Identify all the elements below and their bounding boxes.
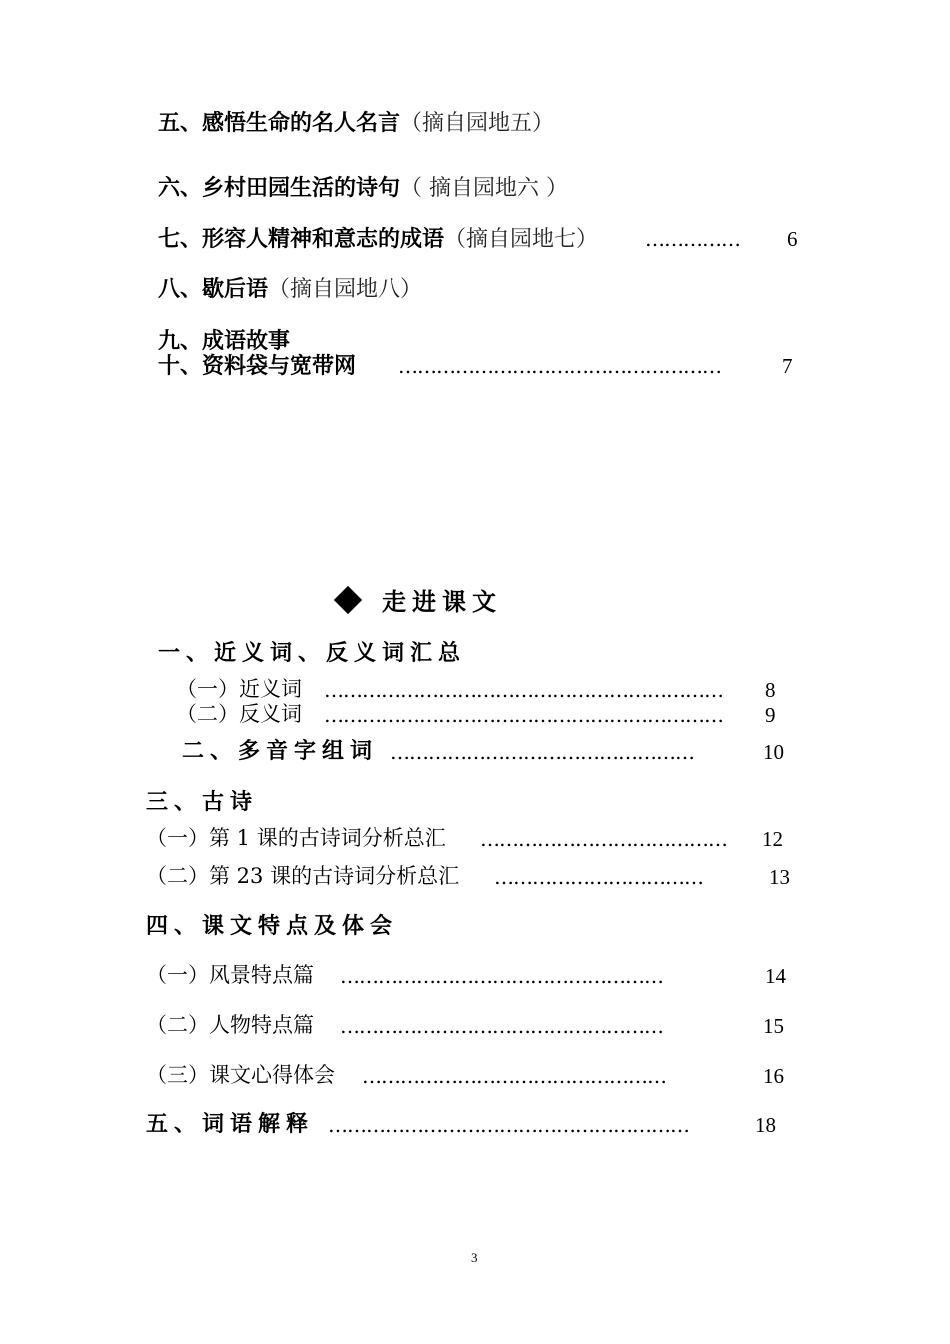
toc-item-7-leader: …………… [645, 229, 740, 249]
part-5-page: 18 [755, 1113, 776, 1137]
part-1-sub-1-page: 8 [765, 678, 776, 702]
part-4-sub-2-label: （二）人物特点篇 [146, 1013, 314, 1037]
toc-item-5-note: （摘自园地五） [400, 111, 555, 136]
toc-item-6-title: 六、乡村田园生活的诗句 [158, 175, 401, 201]
part-4-sub-2-page: 15 [763, 1014, 784, 1038]
diamond-icon [334, 586, 362, 614]
part-3-title: 三、古诗 [146, 789, 259, 815]
toc-item-5 [158, 112, 554, 135]
part-5-leader: ………………………………………………… [328, 1115, 689, 1135]
part-3-sub-2-page: 13 [769, 865, 790, 889]
part-4-title: 四、课文特点及体会 [146, 913, 399, 939]
part-4-sub-2-leader: …………………………………………… [340, 1016, 663, 1036]
part-1-sub-1-label: （一）近义词 [176, 677, 302, 701]
part-1-title: 一、近义词、反义词汇总 [158, 640, 467, 666]
part-3-sub-1-leader: ………………………………… [480, 829, 727, 849]
part-3-sub-1-page: 12 [762, 827, 783, 851]
part-1-sub-2-label: （二）反义词 [176, 702, 302, 726]
section-title: 走进课文 [382, 587, 502, 616]
toc-item-9: 九、成语故事 [158, 328, 291, 354]
part-1-sub-2-page: 9 [765, 703, 776, 727]
toc-item-10: 十、资料袋与宽带网 [158, 353, 357, 379]
part-5-title: 五、词语解释 [146, 1111, 315, 1137]
part-2-page: 10 [763, 740, 784, 764]
toc-item-7-page: 6 [787, 227, 798, 251]
toc-item-7-title: 七、形容人精神和意志的成语 [158, 226, 445, 252]
part-4-sub-3-label: （三）课文心得体会 [146, 1063, 335, 1087]
page-number: 3 [471, 1250, 478, 1265]
part-4-sub-3-page: 16 [763, 1064, 784, 1088]
part-1-sub-2-leader: ……………………………………………………… [324, 705, 723, 725]
part-3-sub-2-leader: …………………………… [494, 867, 703, 887]
toc-item-8-title: 八、歇后语 [158, 276, 269, 302]
toc-item-6-note: （ 摘自园地六 ） [400, 176, 569, 201]
part-3-sub-2-label: （二）第 23 课的古诗词分析总汇 [146, 864, 460, 888]
part-4-sub-3-leader: ………………………………………… [362, 1066, 666, 1086]
toc-item-8-note: （摘自园地八） [268, 277, 423, 302]
part-2-title: 二、多音字组词 [182, 738, 379, 764]
toc-item-7-note: （摘自园地七） [444, 227, 599, 252]
toc-item-8 [158, 278, 422, 301]
toc-item-10-leader: …………………………………………… [398, 356, 721, 376]
part-3-sub-1-label: （一）第 1 课的古诗词分析总汇 [146, 826, 446, 850]
toc-item-6 [158, 177, 568, 200]
part-4-sub-1-label: （一）风景特点篇 [146, 963, 314, 987]
part-1-sub-1-leader: ……………………………………………………… [324, 680, 723, 700]
toc-item-5-title: 五、感悟生命的名人名言 [158, 110, 401, 136]
toc-item-7 [158, 228, 598, 251]
toc-item-10-page: 7 [782, 354, 793, 378]
part-4-sub-1-leader: …………………………………………… [340, 966, 663, 986]
part-2-leader: ………………………………………… [390, 742, 694, 762]
part-4-sub-1-page: 14 [765, 964, 786, 988]
